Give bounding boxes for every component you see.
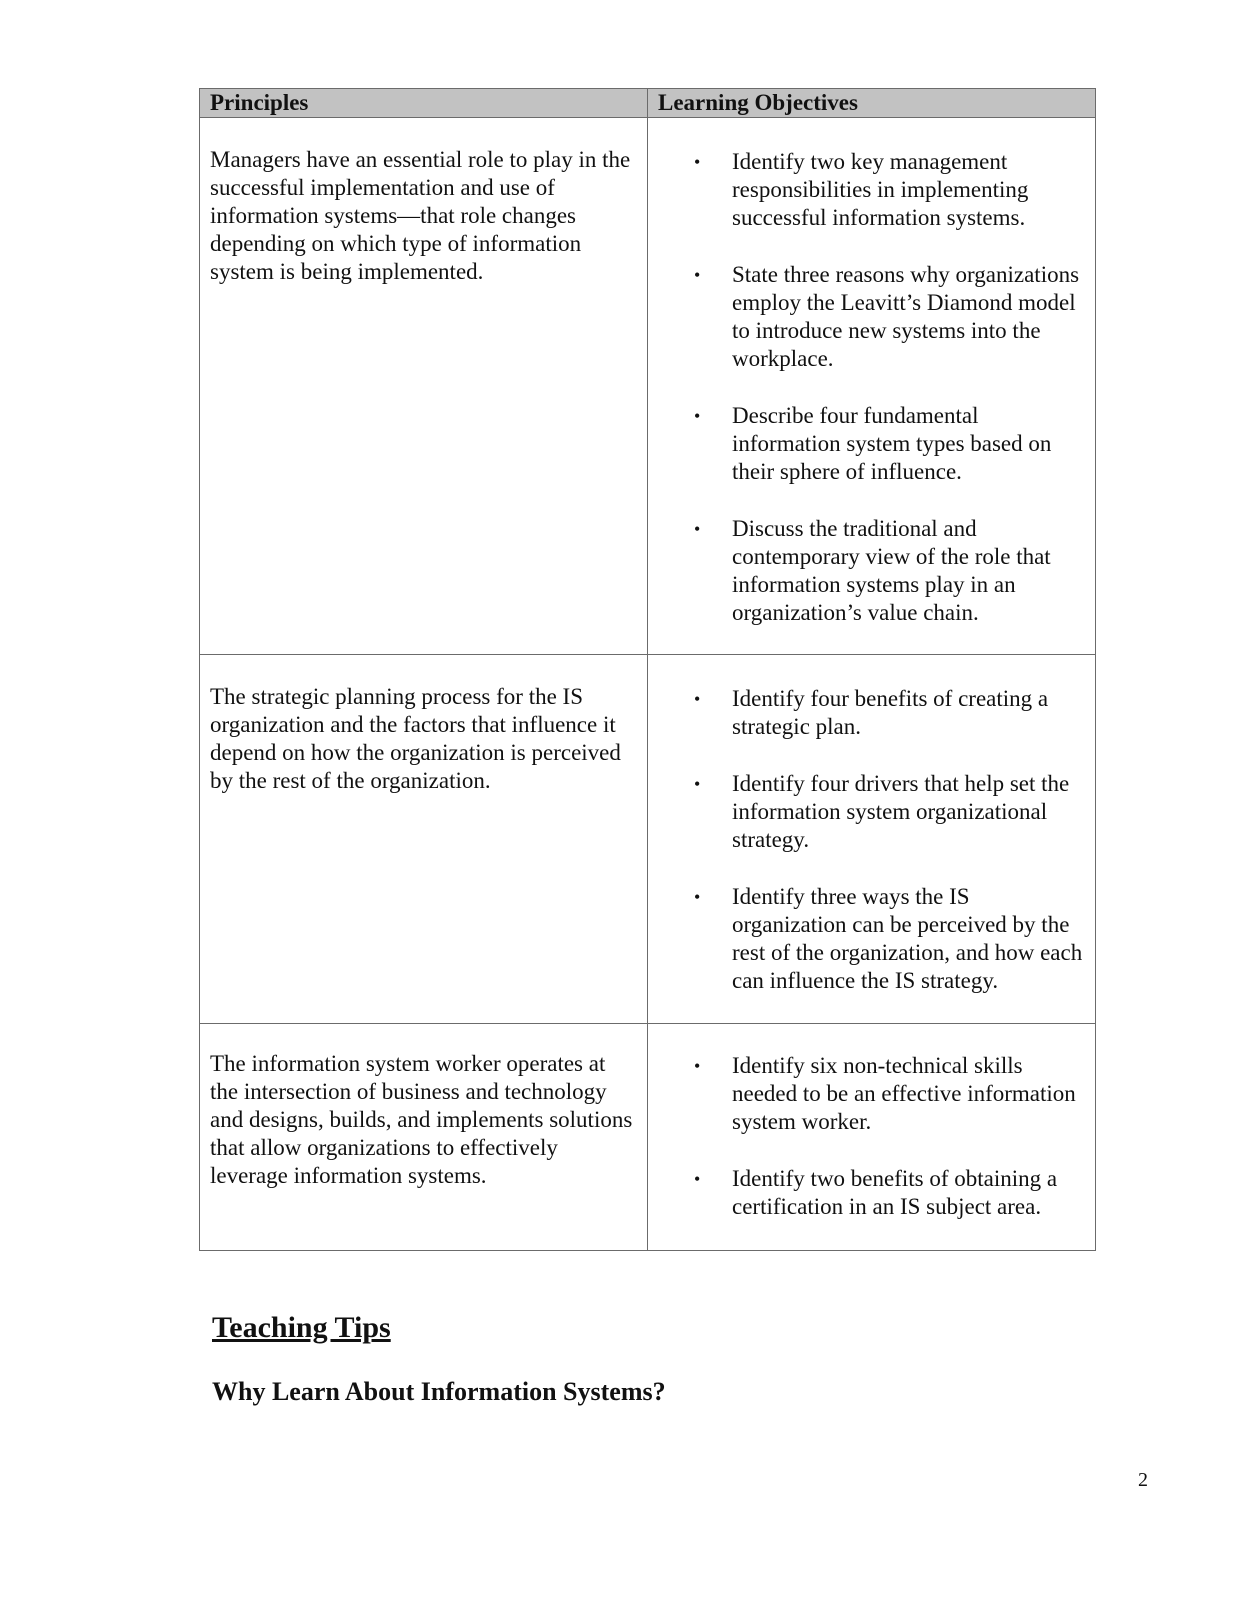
bullet-icon: • xyxy=(694,774,701,794)
bullet-icon: • xyxy=(694,519,701,539)
bullet-icon: • xyxy=(694,689,701,709)
objective-text: Describe four fundamental information system types based on their sphere of influence. xyxy=(732,403,1052,484)
table-row xyxy=(200,118,1096,655)
principles-objectives-table xyxy=(199,88,1096,1251)
table-header-row xyxy=(200,89,1096,118)
objective-item xyxy=(648,685,1085,741)
bullet-icon: • xyxy=(694,406,701,426)
objective-text: Discuss the traditional and contemporary view of the role that information systems play in an organization’s value chain. xyxy=(732,516,1051,625)
principle-text: Managers have an essential role to play in the successful implementation and use of information systems—that role changes depending on which type of information system is being implemented. xyxy=(210,147,631,284)
objective-text: State three reasons why organizations employ the Leavitt’s Diamond model to introduce new systems into the workplace. xyxy=(732,262,1080,371)
bullet-icon: • xyxy=(694,265,701,285)
principle-cell xyxy=(200,1024,648,1251)
learning-objectives-header: Learning Objectives xyxy=(648,89,1096,118)
objective-item xyxy=(648,261,1085,373)
objective-text: Identify six non-technical skills needed to be an effective information system worker. xyxy=(732,1053,1076,1134)
principles-header: Principles xyxy=(200,89,648,118)
page-number: 2 xyxy=(1138,1469,1148,1491)
principle-cell xyxy=(200,655,648,1024)
objectives-cell xyxy=(648,1024,1096,1251)
objective-item xyxy=(648,515,1085,627)
objective-item xyxy=(648,402,1085,486)
objective-text: Identify two key management responsibilities in implementing successful information systems. xyxy=(732,149,1029,230)
bullet-icon: • xyxy=(694,1169,701,1189)
objective-item xyxy=(648,770,1085,854)
principle-cell xyxy=(200,118,648,655)
objectives-list xyxy=(648,118,1095,637)
objective-text: Identify four drivers that help set the information system organizational strategy. xyxy=(732,771,1070,852)
objective-item xyxy=(648,1052,1085,1136)
subsection-title: Why Learn About Information Systems? xyxy=(212,1377,666,1406)
objectives-cell xyxy=(648,655,1096,1024)
objective-text: Identify four benefits of creating a strategic plan. xyxy=(732,686,1049,739)
bullet-icon: • xyxy=(694,152,701,172)
bullet-icon: • xyxy=(694,1056,701,1076)
objective-item xyxy=(648,883,1085,995)
objective-item xyxy=(648,148,1085,232)
objectives-cell xyxy=(648,118,1096,655)
objective-text: Identify three ways the IS organization can be perceived by the rest of the organization, and how each can influence the IS strategy. xyxy=(732,884,1083,993)
objective-item xyxy=(648,1165,1085,1221)
table-row xyxy=(200,1024,1096,1251)
table-row xyxy=(200,655,1096,1024)
objective-text: Identify two benefits of obtaining a certification in an IS subject area. xyxy=(732,1166,1058,1219)
principle-text: The strategic planning process for the IS organization and the factors that influence it depend on how the organization is perceived by the rest of the organization. xyxy=(210,684,621,793)
objectives-list xyxy=(648,1024,1095,1231)
objectives-list xyxy=(648,655,1095,1005)
principle-text: The information system worker operates at the intersection of business and technology and designs, builds, and implements solutions that allow organizations to effectively leverage information systems. xyxy=(210,1051,633,1188)
bullet-icon: • xyxy=(694,887,701,907)
section-title: Teaching Tips xyxy=(212,1311,391,1344)
